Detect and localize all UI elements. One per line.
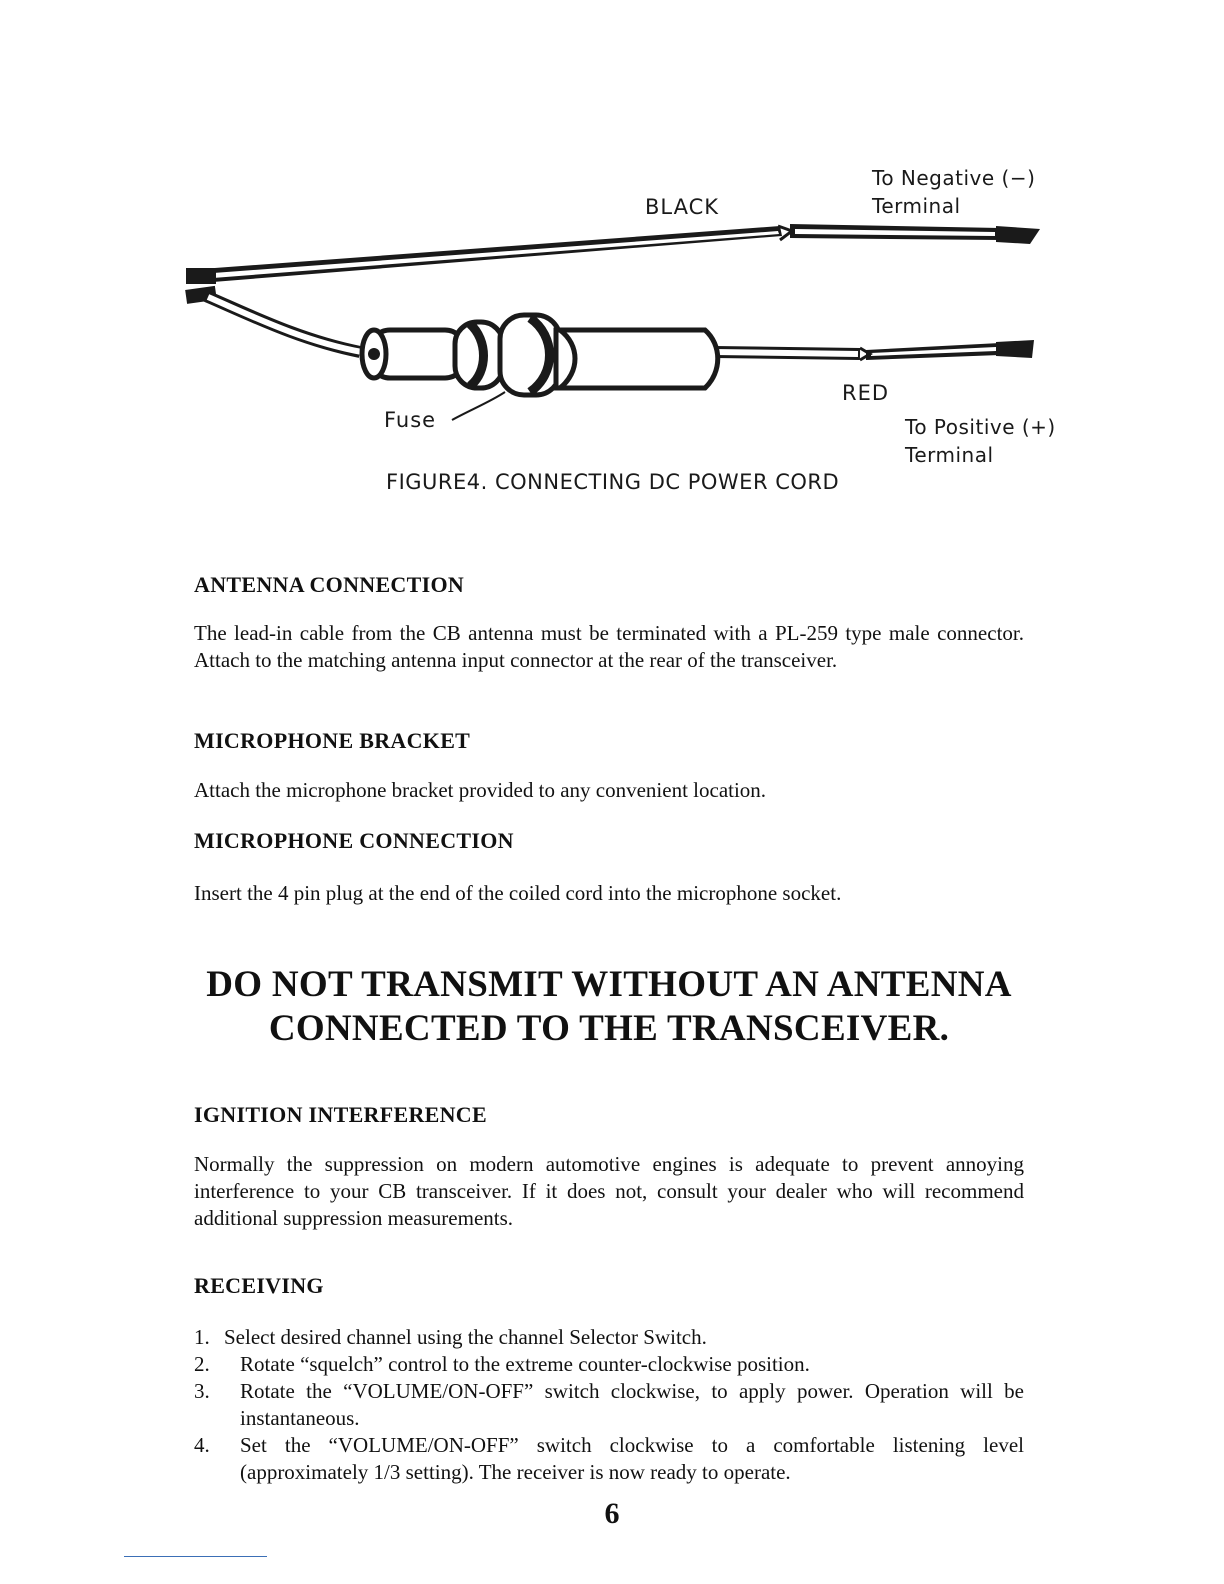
black-wire-label: BLACK [645, 195, 720, 219]
step-number: 2. [194, 1352, 210, 1376]
figure-caption: FIGURE4. CONNECTING DC POWER CORD [386, 470, 840, 494]
step-text: Select desired channel using the channel Selector Switch. [224, 1325, 707, 1349]
warning-line1: DO NOT TRANSMIT WITHOUT AN ANTENNA [206, 964, 1012, 1005]
transmit-warning [194, 963, 1024, 1051]
antenna-body: The lead-in cable from the CB antenna must be terminated with a PL-259 type male connector. Attach to the matching antenna input connector at the rear of the transceiver. [194, 621, 1024, 672]
dc-power-cord-figure [0, 0, 1224, 520]
antenna-section [194, 572, 1024, 674]
fuse-holder [362, 315, 718, 395]
mic-bracket-body: Attach the microphone bracket provided to any convenient location. [194, 778, 767, 802]
negative-terminal-label [872, 164, 1035, 220]
step-number: 4. [194, 1433, 210, 1457]
ignition-section [194, 1102, 1024, 1232]
warning-line2: CONNECTED TO THE TRANSCEIVER. [268, 1008, 950, 1049]
step-text: Rotate “squelch” control to the extreme counter-clockwise position. [240, 1352, 810, 1376]
list-item [194, 1378, 1024, 1432]
footer-rule [124, 1556, 267, 1557]
receiving-section [194, 1273, 1024, 1486]
negative-terminal-line2: Terminal [872, 194, 961, 218]
step-number: 1. [194, 1325, 210, 1349]
mic-connection-section [194, 828, 1024, 907]
ignition-heading: IGNITION INTERFERENCE [194, 1102, 487, 1127]
step-text: Set the “VOLUME/ON-OFF” switch clockwise to a comfortable listening level (approximately 1/3 setting). The receiver is now ready to operate. [240, 1433, 1024, 1484]
negative-terminal-line1: To Negative (−) [872, 166, 1036, 190]
mic-connection-heading: MICROPHONE CONNECTION [194, 828, 514, 853]
positive-terminal-line2: Terminal [905, 443, 994, 467]
ignition-body: Normally the suppression on modern automotive engines is adequate to prevent annoying interference to your CB transceiver. If it does not, consult your dealer who will recommend additional suppression measurements. [194, 1152, 1024, 1230]
fuse-pointer-line [452, 392, 505, 420]
list-item [194, 1351, 1024, 1378]
fuse-label: Fuse [384, 408, 437, 432]
step-text: Rotate the “VOLUME/ON-OFF” switch clockwise, to apply power. Operation will be instantaneous. [240, 1379, 1024, 1430]
receiving-steps-list [194, 1324, 1024, 1486]
mic-connection-body: Insert the 4 pin plug at the end of the coiled cord into the microphone socket. [194, 881, 842, 905]
page-number: 6 [604, 1497, 620, 1530]
list-item [194, 1432, 1024, 1486]
positive-terminal-label [905, 413, 1056, 469]
black-wire [186, 224, 1040, 284]
step-number: 3. [194, 1379, 210, 1403]
mic-bracket-heading: MICROPHONE BRACKET [194, 728, 471, 753]
antenna-heading: ANTENNA CONNECTION [194, 572, 465, 597]
mic-bracket-section [194, 728, 1024, 804]
list-item [194, 1324, 1024, 1351]
positive-terminal-line1: To Positive (+) [905, 415, 1056, 439]
receiving-heading: RECEIVING [194, 1273, 324, 1298]
red-wire-label: RED [842, 381, 890, 405]
